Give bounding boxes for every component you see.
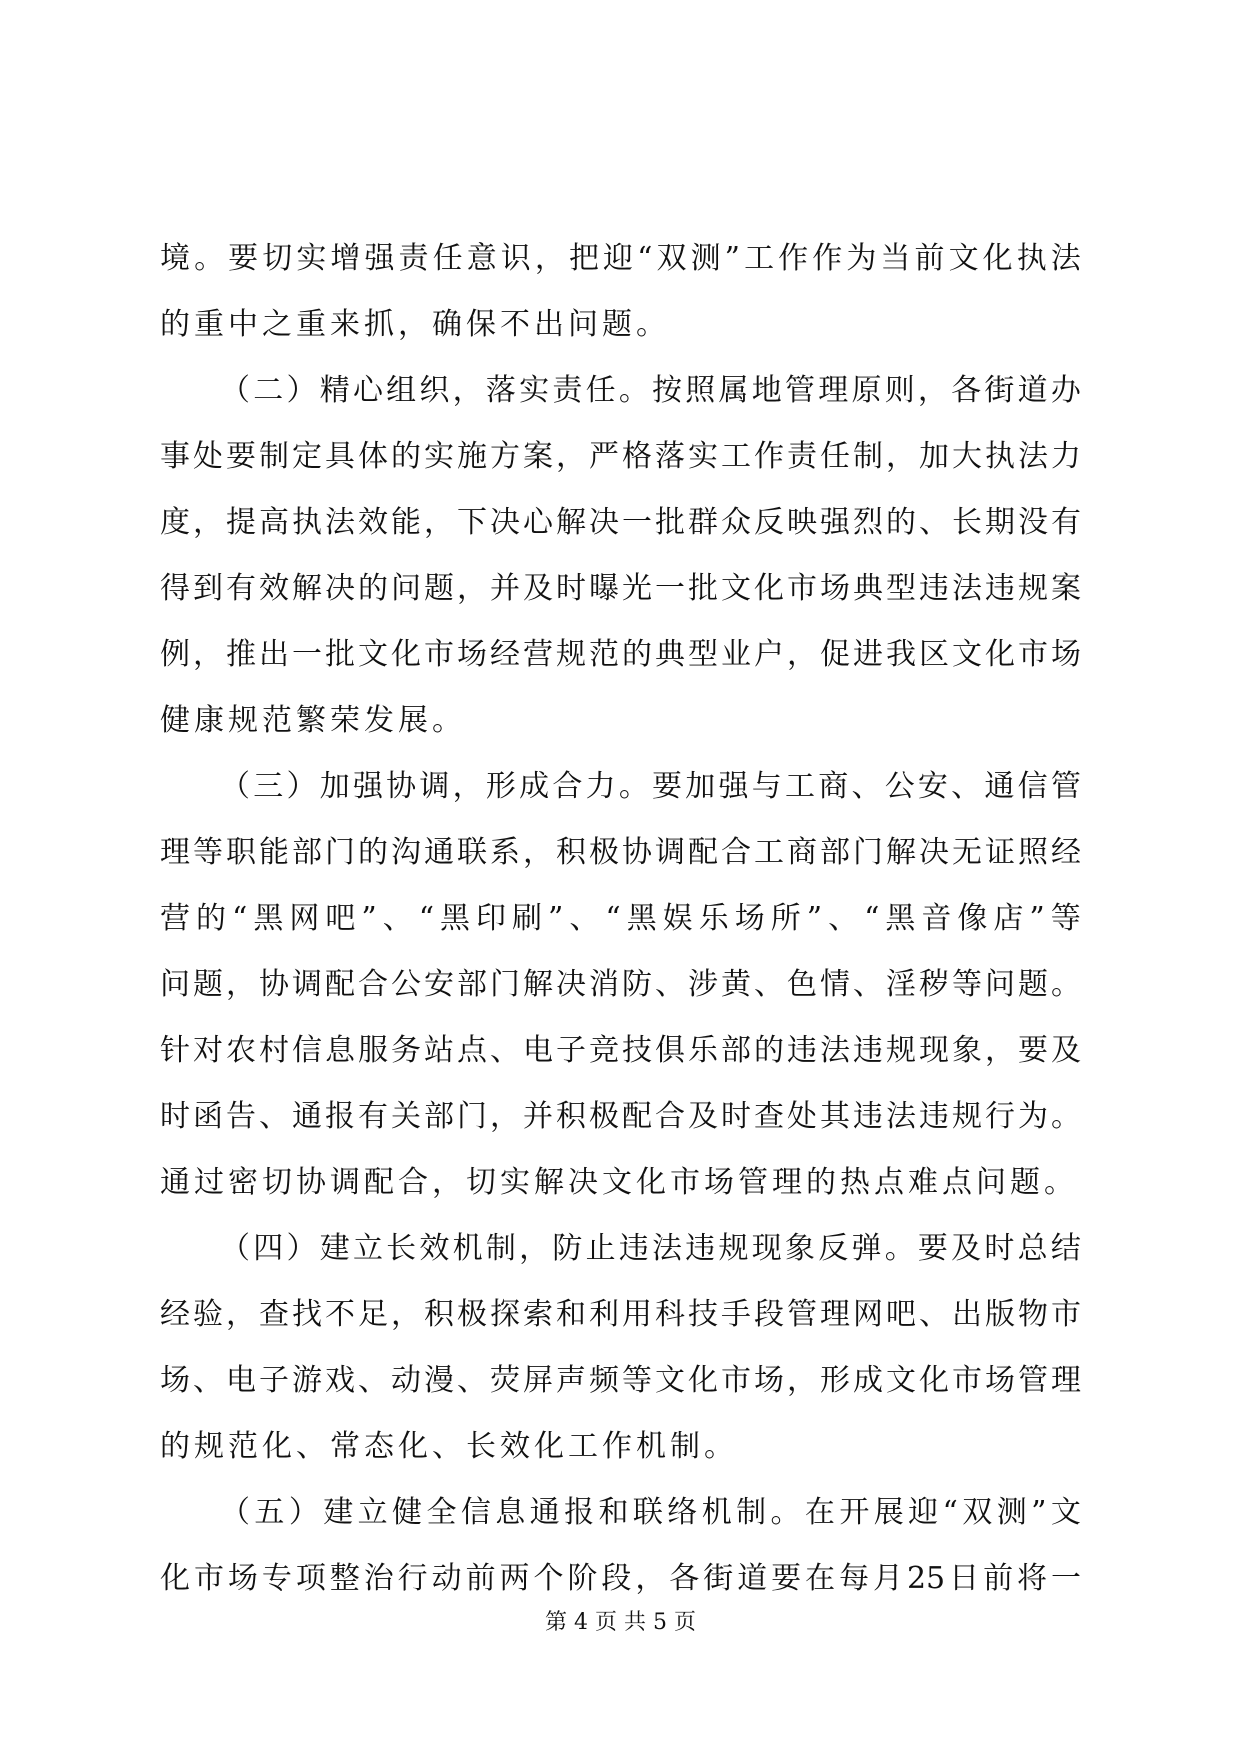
- text-line: （ 三 ） 加 强 协 调 ， 形 成 合 力 。 要 加 强 与 工 商 、 公 安 、 通 信 管: [220, 769, 1081, 804]
- text-line: 针 对 农 村 信 息 服 务 站 点 、 电 子 竞 技 俱 乐 部 的 违 法 违 规 现 象 ， 要 及: [160, 1033, 1081, 1068]
- text-line: 得 到 有 效 解 决 的 问 题 ， 并 及 时 曝 光 一 批 文 化 市 场 典 型 违 法 违 规 案: [160, 571, 1081, 606]
- text-line: 境 。 要 切 实 增 强 责 任 意 识 ， 把 迎 “ 双 测 ” 工 作 作 为 当 前 文 化 执 法: [160, 241, 1081, 276]
- text-line: 理 等 职 能 部 门 的 沟 通 联 系 ， 积 极 协 调 配 合 工 商 部 门 解 决 无 证 照 经: [160, 835, 1081, 870]
- page-number-footer: 第 4 页 共 5 页: [545, 1610, 696, 1635]
- text-line: 经 验 ， 查 找 不 足 ， 积 极 探 索 和 利 用 科 技 手 段 管 理 网 吧 、 出 版 物 市: [160, 1297, 1081, 1332]
- text-line: 时 函 告 、 通 报 有 关 部 门 ， 并 积 极 配 合 及 时 查 处 其 违 法 违 规 行 为 。: [160, 1099, 1081, 1134]
- text-line: 的规范化、常态化、长效化工作机制。: [160, 1429, 738, 1464]
- text-line: 健康规范繁荣发展。: [160, 703, 466, 738]
- text-line: 营 的 “ 黑 网 吧 ” 、 “ 黑 印 刷 ” 、 “ 黑 娱 乐 场 所 ” 、 “ 黑 音 像 店 ” 等: [160, 901, 1081, 936]
- text-line: （ 五 ） 建 立 健 全 信 息 通 报 和 联 络 机 制 。 在 开 展 迎 “ 双 测 ” 文: [220, 1495, 1081, 1530]
- text-line: 通过密切协调配合，切实解决文化市场管理的热点难点问题。: [160, 1165, 1078, 1200]
- text-line: （ 四 ） 建 立 长 效 机 制 ， 防 止 违 法 违 规 现 象 反 弹 。 要 及 时 总 结: [220, 1231, 1081, 1266]
- document-body: [160, 226, 1081, 1612]
- text-line: 场 、 电 子 游 戏 、 动 漫 、 荧 屏 声 频 等 文 化 市 场 ， 形 成 文 化 市 场 管 理: [160, 1363, 1081, 1398]
- text-line: 事 处 要 制 定 具 体 的 实 施 方 案 ， 严 格 落 实 工 作 责 任 制 ， 加 大 执 法 力: [160, 439, 1081, 474]
- text-line: （ 二 ） 精 心 组 织 ， 落 实 责 任 。 按 照 属 地 管 理 原 则 ， 各 街 道 办: [220, 373, 1081, 408]
- text-line: 度 ， 提 高 执 法 效 能 ， 下 决 心 解 决 一 批 群 众 反 映 强 烈 的 、 长 期 没 有: [160, 505, 1081, 540]
- text-line: 例 ， 推 出 一 批 文 化 市 场 经 营 规 范 的 典 型 业 户 ， 促 进 我 区 文 化 市 场: [160, 637, 1081, 672]
- text-line: 化 市 场 专 项 整 治 行 动 前 两 个 阶 段 ， 各 街 道 要 在 每 月 25 日 前 将 一: [160, 1561, 1081, 1596]
- text-line: 的重中之重来抓，确保不出问题。: [160, 307, 670, 342]
- text-line: 问 题 ， 协 调 配 合 公 安 部 门 解 决 消 防 、 涉 黄 、 色 情 、 淫 秽 等 问 题 。: [160, 967, 1081, 1002]
